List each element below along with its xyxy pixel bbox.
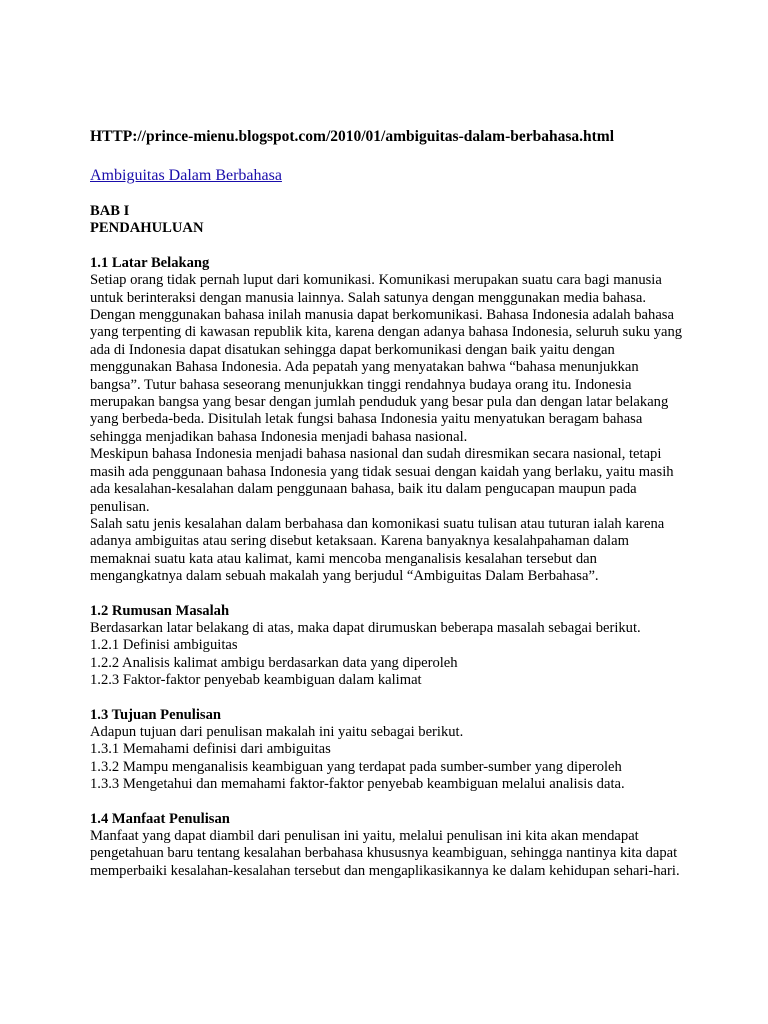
- section-spacer: [90, 794, 690, 811]
- section-list-item: 1.2.1 Definisi ambiguitas: [90, 637, 238, 654]
- chapter-number: BAB I: [90, 203, 130, 219]
- section-list-item: 1.3.2 Mampu menganalisis keambiguan yang terdapat pada sumber-sumber yang diperoleh: [90, 758, 622, 775]
- section-list-item: 1.3.3 Mengetahui dan memahami faktor-faktor penyebab keambiguan melalui analisis data.: [90, 776, 625, 793]
- post-title-link[interactable]: Ambiguitas Dalam Berbahasa: [90, 167, 282, 184]
- section-paragraph: Salah satu jenis kesalahan dalam berbahasa dan komonikasi suatu tulisan atau tuturan ialah karena adanya ambiguitas atau sering disebut ketaksaan. Karena banyaknya kesalahpahaman dalam memaknai suatu kata atau kalimat, kami mencoba menganalisis kesalahan tersebut dan mengangkatnya dalam sebuah makalah yang berjudul “Ambiguitas Dalam Berbahasa”.: [90, 515, 665, 585]
- section-list-item: 1.2.2 Analisis kalimat ambigu berdasarkan data yang diperoleh: [90, 654, 458, 671]
- document-content: [90, 127, 690, 880]
- section-heading: 1.3 Tujuan Penulisan: [90, 706, 222, 723]
- chapter-title: PENDAHULUAN: [90, 220, 204, 237]
- section-heading: 1.4 Manfaat Penulisan: [90, 810, 230, 827]
- section-list-item: 1.2.3 Faktor-faktor penyebab keambiguan dalam kalimat: [90, 672, 422, 689]
- sections-container: [90, 238, 690, 880]
- section-spacer: [90, 690, 690, 707]
- section: [90, 811, 690, 881]
- section-paragraph: Manfaat yang dapat diambil dari penulisan ini yaitu, melalui penulisan ini kita akan mendapat pengetahuan baru tentang kesalahan berbahasa khususnya keambiguan, sehingga nantinya kita dapat memperbaiki kesalahan-kesalahan tersebut dan mengaplikasikannya ke dalam kehidupan sehari-hari.: [90, 828, 680, 879]
- section-heading: 1.1 Latar Belakang: [90, 254, 210, 271]
- section: [90, 603, 690, 690]
- section-heading: 1.2 Rumusan Masalah: [90, 602, 230, 619]
- source-url: HTTP://prince-mienu.blogspot.com/2010/01/ambiguitas-dalam-berbahasa.html: [90, 128, 615, 145]
- section-paragraph: Setiap orang tidak pernah luput dari komunikasi. Komunikasi merupakan suatu cara bagi manusia untuk berinteraksi dengan manusia lainnya. Salah satunya dengan menggunakan media bahasa. Dengan menggunakan bahasa inilah manusia dapat berkomunikasi. Bahasa Indonesia adalah bahasa yang terpenting di kawasan republik kita, karena dengan adanya bahasa Indonesia, seluruh suku yang ada di Indonesia dapat disatukan sehingga dapat berkomunikasi dengan baik yaitu dengan menggunakan Bahasa Indonesia. Ada pepatah yang menyatakan bahwa “bahasa menunjukkan bangsa”. Tutur bahasa seseorang menunjukkan tinggi rendahnya budaya orang itu. Indonesia merupakan bangsa yang besar dengan jumlah penduduk yang besar pula dan dengan latar belakang yang berbeda-beda. Disitulah letak fungsi bahasa Indonesia yaitu menyatukan beragam bahasa sehingga menjadikan bahasa Indonesia menjadi bahasa nasional.: [90, 272, 683, 445]
- section-paragraph: Adapun tujuan dari penulisan makalah ini yaitu sebagai berikut.: [90, 723, 464, 740]
- section-list-item: 1.3.1 Memahami definisi dari ambiguitas: [90, 741, 331, 758]
- section-spacer: [90, 586, 690, 603]
- section-paragraph: Berdasarkan latar belakang di atas, maka dapat dirumuskan beberapa masalah sebagai berikut.: [90, 619, 641, 636]
- section-spacer: [90, 238, 690, 255]
- section: [90, 255, 690, 586]
- section-paragraph: Meskipun bahasa Indonesia menjadi bahasa nasional dan sudah diresmikan secara nasional, tetapi masih ada penggunaan bahasa Indonesia yang tidak sesuai dengan kaidah yang berlaku, yaitu masih ada kesalahan-kesalahan dalam penggunaan bahasa, baik itu dalam pengucapan maupun pada penulisan.: [90, 446, 674, 515]
- section: [90, 707, 690, 794]
